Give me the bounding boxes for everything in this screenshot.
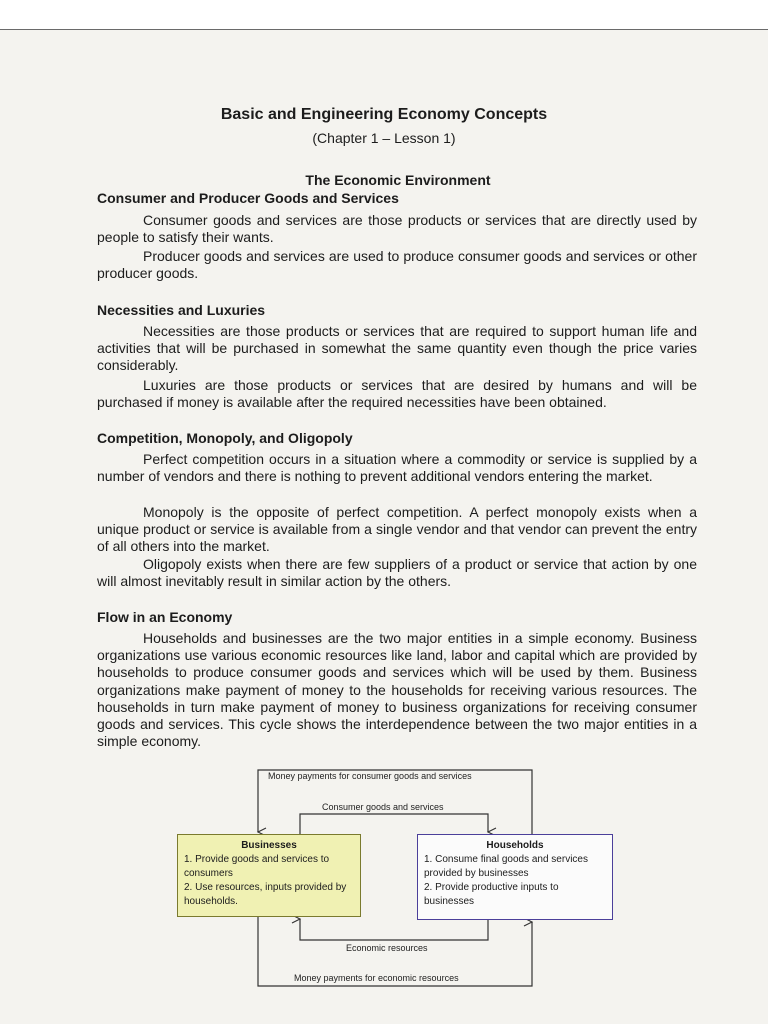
paragraph-perfect-competition <box>97 451 697 485</box>
viewer-top-bar <box>0 0 768 30</box>
paragraph-text: Consumer goods and services are those products or services that are directly used by people to satisfy their wants. <box>97 212 697 246</box>
paragraph-luxuries <box>97 377 697 411</box>
label-economic-resources: Economic resources <box>346 943 428 953</box>
consumer-goods-arrow <box>300 814 488 834</box>
paragraph-oligopoly <box>97 556 697 590</box>
paragraph-producer-goods <box>97 248 697 282</box>
households-item-1: 1. Consume final goods and services provided by businesses <box>424 854 588 879</box>
label-consumer-goods: Consumer goods and services <box>322 802 444 812</box>
businesses-title: Businesses <box>241 840 297 851</box>
paragraph-text: Oligopoly exists when there are few suppliers of a product or service that action by one will almost inevitably result in similar action by the others. <box>97 556 697 590</box>
paragraph-flow-economy <box>97 630 697 750</box>
heading-flow-economy: Flow in an Economy <box>97 609 233 625</box>
paragraph-consumer-goods <box>97 212 697 246</box>
paragraph-text: Necessities are those products or services that are required to support human life and activities that will be purchased in somewhat the same quantity even though the price varies considerably. <box>97 323 697 374</box>
paragraph-text: Luxuries are those products or services that are desired by humans and will be purchased if money is available after the required necessities have been obtained. <box>97 377 697 411</box>
document-title: Basic and Engineering Economy Concepts <box>220 106 548 123</box>
paragraph-text: Perfect competition occurs in a situation where a commodity or service is supplied by a number of vendors and there is nothing to prevent additional vendors entering the market. <box>97 451 697 485</box>
heading-consumer-producer: Consumer and Producer Goods and Services <box>97 190 399 206</box>
households-title: Households <box>486 840 544 851</box>
paragraph-necessities <box>97 323 697 375</box>
businesses-box <box>177 834 361 917</box>
businesses-item-1: 1. Provide goods and services to consumers <box>184 854 330 879</box>
households-item-2: 2. Provide productive inputs to businesses <box>424 882 559 907</box>
section-title: The Economic Environment <box>305 172 491 188</box>
economic-resources-arrow <box>300 919 488 940</box>
paragraph-text: Households and businesses are the two major entities in a simple economy. Business organizations use various economic resources like land, labor and capital which are provided by households to produce consumer goods and services which will be used by them. Business organizations make payment of money to the households for receiving various resources. The households in turn make payment of money to business organizations for receiving consumer goods and services. This cycle shows the interdependence between the two major entities in a simple economy. <box>97 630 697 750</box>
heading-necessities-luxuries: Necessities and Luxuries <box>97 302 266 318</box>
document-subtitle: (Chapter 1 – Lesson 1) <box>312 130 456 146</box>
households-box <box>417 834 613 920</box>
heading-competition: Competition, Monopoly, and Oligopoly <box>97 430 353 446</box>
paragraph-text: Producer goods and services are used to produce consumer goods and services or other producer goods. <box>97 248 697 282</box>
label-money-consumer-payments: Money payments for consumer goods and services <box>268 771 472 781</box>
paragraph-text: Monopoly is the opposite of perfect competition. A perfect monopoly exists when a unique product or service is available from a single vendor and that vendor can prevent the entry of all others into the market. <box>97 504 697 555</box>
circular-flow-diagram <box>170 760 620 992</box>
paragraph-monopoly <box>97 504 697 556</box>
label-money-resource-payments: Money payments for economic resources <box>294 973 459 983</box>
businesses-item-2: 2. Use resources, inputs provided by households. <box>184 882 347 907</box>
